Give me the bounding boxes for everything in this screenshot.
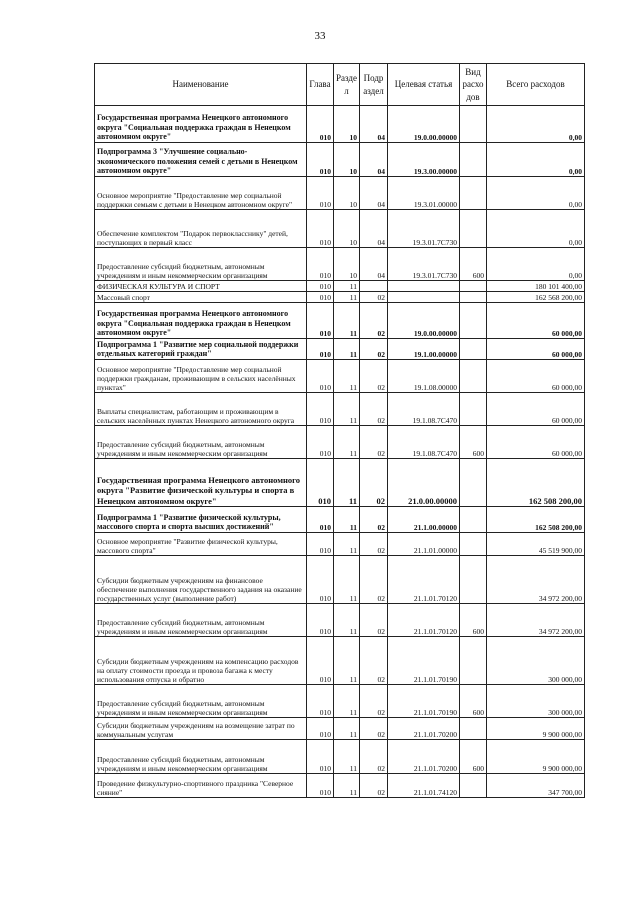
row-name: Субсидии бюджетным учреждениям на финансовое обеспечение выполнения государственного задания на оказание государственных услуг (выполнение работ) (95, 556, 307, 604)
row-podrazdel: 04 (360, 106, 388, 143)
row-podrazdel (360, 281, 388, 292)
row-glava: 010 (307, 604, 334, 637)
row-sum: 0,00 (487, 248, 585, 281)
row-celevaya: 21.1.00.00000 (388, 507, 460, 533)
table-row (95, 718, 585, 740)
row-celevaya: 19.1.00.00000 (388, 339, 460, 360)
row-glava: 010 (307, 281, 334, 292)
row-sum: 0,00 (487, 143, 585, 177)
budget-table (94, 63, 585, 798)
row-razdel: 11 (334, 292, 360, 303)
row-name: Обеспечение комплектом "Подарок первокласснику" детей, поступающих в первый класс (95, 210, 307, 248)
row-sum: 9 900 000,00 (487, 718, 585, 740)
row-vid (460, 360, 487, 393)
row-sum: 162 508 200,00 (487, 459, 585, 507)
row-podrazdel: 02 (360, 459, 388, 507)
row-razdel: 10 (334, 210, 360, 248)
header-glava: Глава (307, 64, 334, 106)
row-glava: 010 (307, 685, 334, 718)
table-row (95, 339, 585, 360)
row-celevaya: 19.1.08.7С470 (388, 426, 460, 459)
row-razdel: 11 (334, 533, 360, 556)
row-name: Основное мероприятие "Развитие физической культуры, массового спорта" (95, 533, 307, 556)
row-glava: 010 (307, 248, 334, 281)
row-razdel: 11 (334, 459, 360, 507)
row-vid (460, 281, 487, 292)
row-razdel: 11 (334, 360, 360, 393)
row-vid (460, 292, 487, 303)
row-podrazdel: 04 (360, 143, 388, 177)
row-sum: 45 519 900,00 (487, 533, 585, 556)
row-sum: 34 972 200,00 (487, 604, 585, 637)
row-name: Предоставление субсидий бюджетным, автономным учреждениям и иным некоммерческим организациям (95, 248, 307, 281)
row-glava: 010 (307, 143, 334, 177)
row-podrazdel: 04 (360, 210, 388, 248)
page-number: 33 (314, 30, 326, 42)
row-name: Предоставление субсидий бюджетным, автономным учреждениям и иным некоммерческим организациям (95, 426, 307, 459)
row-sum: 60 000,00 (487, 360, 585, 393)
row-razdel: 11 (334, 740, 360, 774)
table-row (95, 281, 585, 292)
row-razdel: 10 (334, 143, 360, 177)
row-celevaya: 21.1.01.70190 (388, 685, 460, 718)
row-podrazdel: 04 (360, 177, 388, 210)
row-name: Подпрограмма 3 "Улучшение социально-экономического положения семей с детьми в Ненецком автономном округе" (95, 143, 307, 177)
row-vid: 600 (460, 604, 487, 637)
table-row (95, 292, 585, 303)
row-sum: 60 000,00 (487, 426, 585, 459)
row-razdel: 11 (334, 507, 360, 533)
header-vid: Вид расхо дов (460, 64, 487, 106)
row-podrazdel: 02 (360, 303, 388, 339)
row-podrazdel: 02 (360, 533, 388, 556)
row-vid: 600 (460, 248, 487, 281)
row-celevaya: 19.1.08.00000 (388, 360, 460, 393)
row-razdel: 11 (334, 718, 360, 740)
table-row (95, 740, 585, 774)
row-celevaya (388, 292, 460, 303)
row-name: Проведение физкультурно-спортивного праздника "Северное сияние" (95, 774, 307, 798)
table-body (95, 106, 585, 798)
row-glava: 010 (307, 556, 334, 604)
row-glava: 010 (307, 210, 334, 248)
row-vid (460, 106, 487, 143)
row-glava: 010 (307, 339, 334, 360)
table-header-row (95, 64, 585, 106)
row-glava: 010 (307, 718, 334, 740)
row-name: Основное мероприятие "Предоставление мер социальной поддержки семьям с детьми в Ненецком автономном округе" (95, 177, 307, 210)
row-vid (460, 637, 487, 685)
table-row (95, 507, 585, 533)
row-celevaya: 19.1.08.7С470 (388, 393, 460, 426)
row-sum: 347 700,00 (487, 774, 585, 798)
row-name: Предоставление субсидий бюджетным, автономным учреждениям и иным некоммерческим организациям (95, 740, 307, 774)
row-name: Государственная программа Ненецкого автономного округа "Развитие физической культуры и спорта в Ненецком автономном округе" (95, 459, 307, 507)
row-glava: 010 (307, 533, 334, 556)
row-glava: 010 (307, 393, 334, 426)
row-celevaya: 19.3.00.00000 (388, 143, 460, 177)
row-razdel: 11 (334, 426, 360, 459)
row-razdel: 11 (334, 604, 360, 637)
row-podrazdel: 04 (360, 248, 388, 281)
row-celevaya: 21.0.00.00000 (388, 459, 460, 507)
row-vid (460, 507, 487, 533)
row-vid (460, 459, 487, 507)
row-razdel: 10 (334, 106, 360, 143)
header-razdel: Разде л (334, 64, 360, 106)
row-name: Массовый спорт (95, 292, 307, 303)
row-razdel: 11 (334, 556, 360, 604)
row-sum: 180 101 400,00 (487, 281, 585, 292)
table-row (95, 604, 585, 637)
row-name: Государственная программа Ненецкого автономного округа "Социальная поддержка граждан в Ненецком автономном округе" (95, 303, 307, 339)
row-vid: 600 (460, 685, 487, 718)
table-row (95, 637, 585, 685)
row-sum: 300 000,00 (487, 685, 585, 718)
row-glava: 010 (307, 360, 334, 393)
row-glava: 010 (307, 507, 334, 533)
row-sum: 300 000,00 (487, 637, 585, 685)
row-glava: 010 (307, 637, 334, 685)
row-sum: 60 000,00 (487, 393, 585, 426)
row-podrazdel: 02 (360, 685, 388, 718)
row-name: Подпрограмма 1 "Развитие мер социальной поддержки отдельных категорий граждан" (95, 339, 307, 360)
row-sum: 60 000,00 (487, 339, 585, 360)
row-sum: 162 568 200,00 (487, 292, 585, 303)
row-vid (460, 718, 487, 740)
table-row (95, 210, 585, 248)
row-name: Выплаты специалистам, работающим и проживающим в сельских населённых пунктах Ненецкого автономного округа (95, 393, 307, 426)
row-celevaya: 19.3.01.00000 (388, 177, 460, 210)
row-vid (460, 177, 487, 210)
row-sum: 0,00 (487, 177, 585, 210)
row-podrazdel: 02 (360, 637, 388, 685)
row-vid: 600 (460, 426, 487, 459)
row-celevaya: 21.1.01.70200 (388, 718, 460, 740)
row-razdel: 10 (334, 248, 360, 281)
row-celevaya: 19.0.00.00000 (388, 303, 460, 339)
table-row (95, 556, 585, 604)
row-celevaya: 19.3.01.7С730 (388, 210, 460, 248)
row-podrazdel: 02 (360, 507, 388, 533)
row-sum: 34 972 200,00 (487, 556, 585, 604)
row-vid (460, 533, 487, 556)
header-celevaya: Целевая статья (388, 64, 460, 106)
row-razdel: 11 (334, 393, 360, 426)
row-podrazdel: 02 (360, 292, 388, 303)
table-row (95, 360, 585, 393)
row-glava: 010 (307, 740, 334, 774)
row-name: Основное мероприятие "Предоставление мер социальной поддержки гражданам, проживающим в сельских населённых пунктах" (95, 360, 307, 393)
table-row (95, 248, 585, 281)
row-name: Субсидии бюджетным учреждениям на компенсацию расходов на оплату стоимости проезда и провоза багажа к месту использования отпуска и обратно (95, 637, 307, 685)
row-vid (460, 303, 487, 339)
row-sum: 0,00 (487, 210, 585, 248)
row-celevaya: 21.1.01.70120 (388, 604, 460, 637)
row-razdel: 11 (334, 685, 360, 718)
row-glava: 010 (307, 106, 334, 143)
row-glava: 010 (307, 426, 334, 459)
header-podrazdel: Подр аздел (360, 64, 388, 106)
header-name: Наименование (95, 64, 307, 106)
row-sum: 60 000,00 (487, 303, 585, 339)
row-razdel: 11 (334, 774, 360, 798)
row-podrazdel: 02 (360, 339, 388, 360)
row-podrazdel: 02 (360, 360, 388, 393)
row-celevaya (388, 281, 460, 292)
row-vid (460, 339, 487, 360)
row-celevaya: 21.1.01.70200 (388, 740, 460, 774)
row-name: Государственная программа Ненецкого автономного округа "Социальная поддержка граждан в Ненецком автономном округе" (95, 106, 307, 143)
row-vid (460, 143, 487, 177)
row-name: Предоставление субсидий бюджетным, автономным учреждениям и иным некоммерческим организациям (95, 604, 307, 637)
row-celevaya: 21.1.01.70190 (388, 637, 460, 685)
row-vid (460, 774, 487, 798)
row-vid (460, 393, 487, 426)
row-razdel: 11 (334, 637, 360, 685)
row-glava: 010 (307, 303, 334, 339)
row-vid (460, 210, 487, 248)
row-razdel: 11 (334, 303, 360, 339)
table-row (95, 106, 585, 143)
row-vid: 600 (460, 740, 487, 774)
row-celevaya: 21.1.01.00000 (388, 533, 460, 556)
table-row (95, 177, 585, 210)
table-row (95, 426, 585, 459)
row-sum: 9 900 000,00 (487, 740, 585, 774)
row-razdel: 11 (334, 281, 360, 292)
row-celevaya: 19.0.00.00000 (388, 106, 460, 143)
row-podrazdel: 02 (360, 740, 388, 774)
row-podrazdel: 02 (360, 718, 388, 740)
row-podrazdel: 02 (360, 774, 388, 798)
row-glava: 010 (307, 459, 334, 507)
row-name: Предоставление субсидий бюджетным, автономным учреждениям и иным некоммерческим организациям (95, 685, 307, 718)
table-row (95, 774, 585, 798)
table-row (95, 459, 585, 507)
row-celevaya: 21.1.01.70120 (388, 556, 460, 604)
row-name: ФИЗИЧЕСКАЯ КУЛЬТУРА И СПОРТ (95, 281, 307, 292)
row-razdel: 10 (334, 177, 360, 210)
table-row (95, 303, 585, 339)
row-podrazdel: 02 (360, 393, 388, 426)
row-glava: 010 (307, 292, 334, 303)
table-row (95, 685, 585, 718)
table-row (95, 533, 585, 556)
row-vid (460, 556, 487, 604)
row-celevaya: 21.1.01.74120 (388, 774, 460, 798)
row-sum: 162 508 200,00 (487, 507, 585, 533)
row-razdel: 11 (334, 339, 360, 360)
row-glava: 010 (307, 774, 334, 798)
row-podrazdel: 02 (360, 426, 388, 459)
row-sum: 0,00 (487, 106, 585, 143)
row-podrazdel: 02 (360, 604, 388, 637)
row-name: Подпрограмма 1 "Развитие физической культуры, массового спорта и спорта высших достижений" (95, 507, 307, 533)
table-row (95, 393, 585, 426)
row-podrazdel: 02 (360, 556, 388, 604)
table-row (95, 143, 585, 177)
row-celevaya: 19.3.01.7С730 (388, 248, 460, 281)
row-glava: 010 (307, 177, 334, 210)
header-total: Всего расходов (487, 64, 585, 106)
row-name: Субсидии бюджетным учреждениям на возмещение затрат по коммунальным услугам (95, 718, 307, 740)
